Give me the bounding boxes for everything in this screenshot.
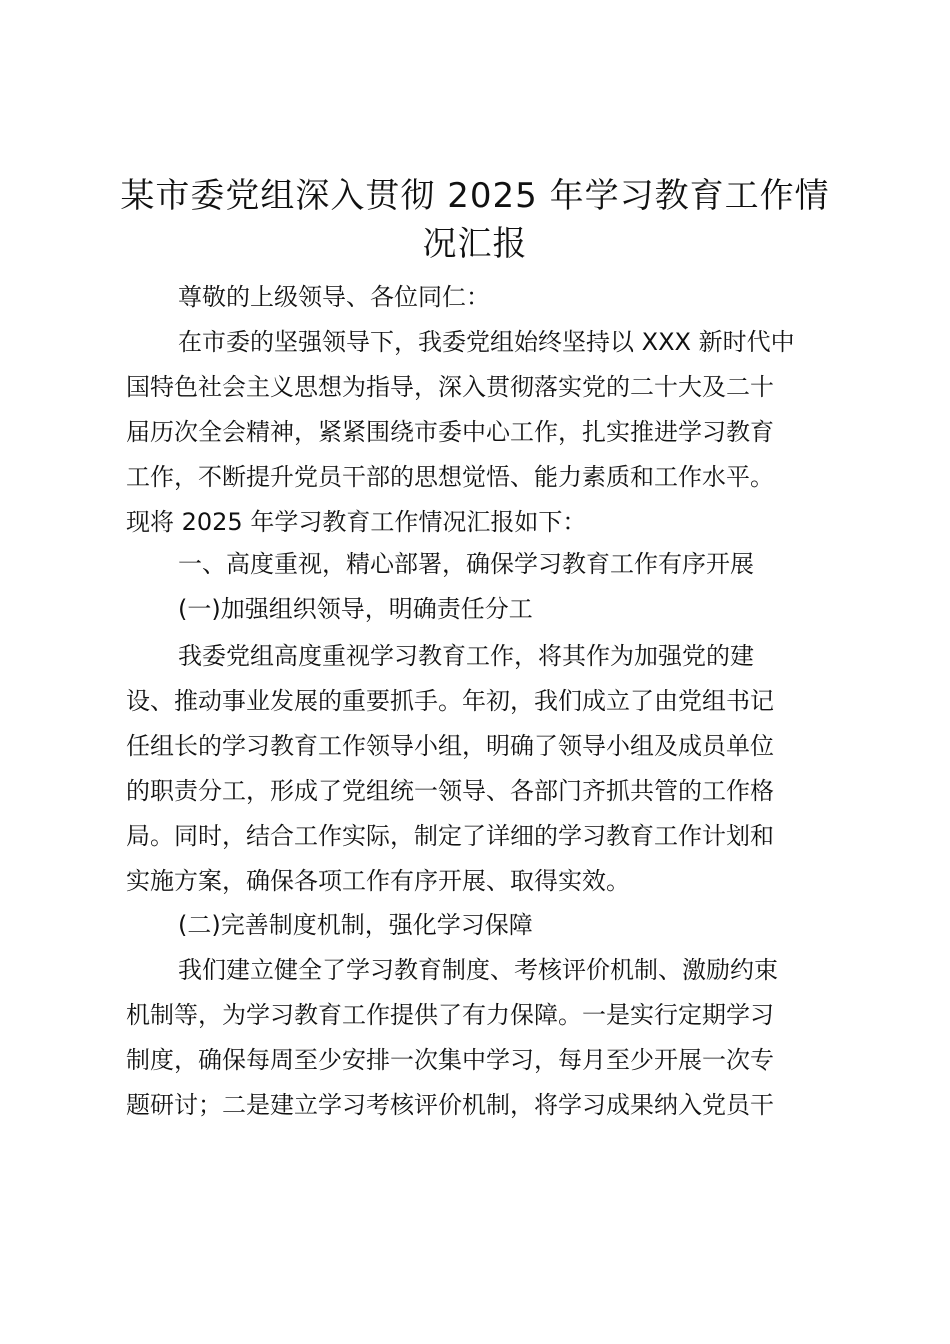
section-heading: 一、高度重视，精心部署，确保学习教育工作有序开展 [178,550,754,578]
paragraph-line: 我们建立健全了学习教育制度、考核评价机制、激励约束 [178,956,778,984]
paragraph-line: 题研讨；二是建立学习考核评价机制，将学习成果纳入党员干 [126,1091,774,1119]
paragraph-line: 机制等，为学习教育工作提供了有力保障。一是实行定期学习 [126,1001,774,1029]
paragraph-line: 工作，不断提升党员干部的思想觉悟、能力素质和工作水平。 [126,463,774,491]
paragraph-line: 国特色社会主义思想为指导，深入贯彻落实党的二十大及二十 [126,373,774,401]
paragraph-line: 局。同时，结合工作实际，制定了详细的学习教育工作计划和 [126,822,774,850]
title-line-2: 况汇报 [422,224,528,264]
document-title [110,172,840,268]
paragraph-line: 届历次全会精神，紧紧围绕市委中心工作，扎实推进学习教育 [126,418,774,446]
paragraph-line: 设、推动事业发展的重要抓手。年初，我们成立了由党组书记 [126,687,774,715]
subsection-heading: (二)完善制度机制，强化学习保障 [178,911,533,939]
paragraph-line: 的职责分工，形成了党组统一领导、各部门齐抓共管的工作格 [126,777,774,805]
paragraph-line: 实施方案，确保各项工作有序开展、取得实效。 [126,867,630,895]
subsection-heading: (一)加强组织领导，明确责任分工 [178,595,533,623]
title-line-1: 某市委党组深入贯彻 2025 年学习教育工作情 [120,176,830,216]
salutation: 尊敬的上级领导、各位同仁： [178,283,490,311]
paragraph-line: 现将 2025 年学习教育工作情况汇报如下： [126,508,587,536]
paragraph-line: 在市委的坚强领导下，我委党组始终坚持以 XXX 新时代中 [178,328,795,356]
paragraph-line: 我委党组高度重视学习教育工作，将其作为加强党的建 [178,642,754,670]
paragraph-line: 任组长的学习教育工作领导小组，明确了领导小组及成员单位 [126,732,774,760]
paragraph-line: 制度，确保每周至少安排一次集中学习，每月至少开展一次专 [126,1046,774,1074]
